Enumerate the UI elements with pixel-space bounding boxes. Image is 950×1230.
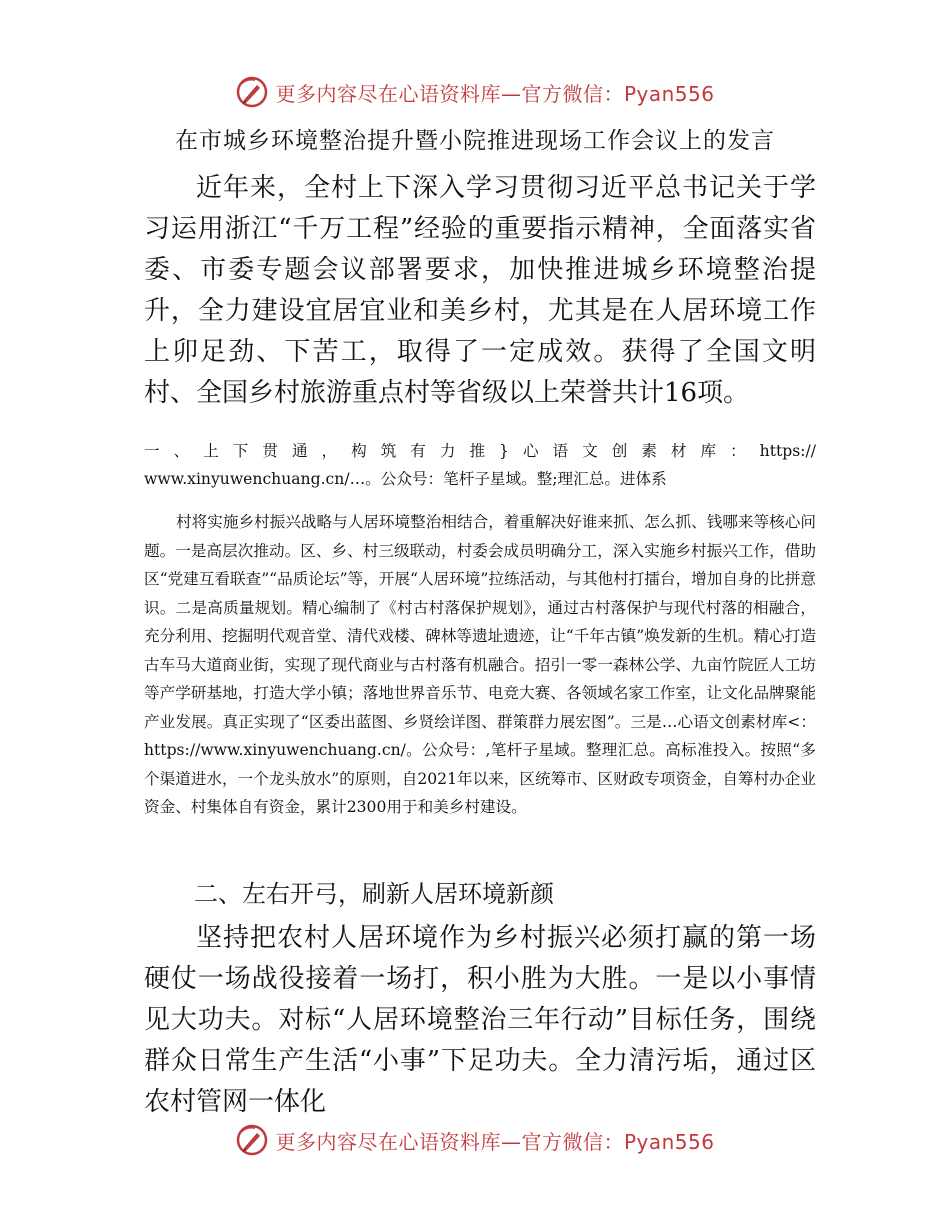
pen-logo-icon [235, 1123, 269, 1157]
pen-logo-icon [235, 75, 269, 109]
document-title: 在市城乡环境整治提升暨小院推进现场工作会议上的发言 [175, 128, 775, 154]
intro-paragraph: 近年来，全村上下深入学习贯彻习近平总书记关于学习运用浙江“千万工程”经验的重要指示精神，全面落实省委、市委专题会议部署要求，加快推进城乡环境整治提升，全力建设宜居宜业和美乡村，尤其是在人居环境工作上卯足劲、下苦工，取得了一定成效。获得了全国文明村、全国乡村旅游重点村等省级以上荣誉共计16项。 [144, 173, 816, 408]
section1-heading-line1: 一、上下贯通，构筑有力推}心语文创素材库：https:// [144, 442, 816, 460]
footer-banner [0, 1120, 950, 1160]
banner-text: 更多内容尽在心语资料库—官方微信：Pyan556 [275, 1129, 715, 1154]
section2-body: 坚持把农村人居环境作为乡村振兴必须打赢的第一场硬仗一场战役接着一场打，积小胜为大胜。一是以小事情见大功夫。对标“人居环境整治三年行动”目标任务，围绕群众日常生产生活“小事”下足功夫。全力清污垢，通过区农村管网一体化 [144, 923, 816, 1117]
header-banner [0, 72, 950, 112]
section1-heading-line2: www.xinyuwenchuang.cn/…。公众号：笔杆子星域。整;理汇总。进体系 [144, 470, 667, 488]
banner-text: 更多内容尽在心语资料库—官方微信：Pyan556 [275, 81, 715, 106]
section2-heading: 二、左右开弓，刷新人居环境新颜 [194, 880, 554, 908]
section1-body: 村将实施乡村振兴战略与人居环境整治相结合，着重解决好谁来抓、怎么抓、钱哪来等核心问题。一是高层次推动。区、乡、村三级联动，村委会成员明确分工，深入实施乡村振兴工作，借助区“党建互看联查”“品质论坛”等，开展“人居环境”拉练活动，与其他村打擂台，增加自身的比拼意识。二是高质量规划。精心编制了《村古村落保护规划》，通过古村落保护与现代村落的相融合，充分利用、挖掘明代观音堂、清代戏楼、碑林等遗址遗迹，让“千年古镇”焕发新的生机。精心打造古车马大道商业街，实现了现代商业与古村落有机融合。招引一零一森林公学、九亩竹院匠人工坊等产学研基地，打造大学小镇；落地世界音乐节、电竞大赛、各领域名家工作室，让文化品牌聚能产业发展。真正实现了“区委出蓝图、乡贤绘详图、群策群力展宏图”。三是…心语文创素材库<：https://www.xinyuwenchuang.cn/。公众号：,笔杆子星域。整理汇总。高标准投入。按照“多个渠道进水，一个龙头放水”的原则，自2021年以来，区统筹市、区财政专项资金，自筹村办企业资金、村集体自有资金，累计2300用于和美乡村建设。 [144, 513, 816, 816]
